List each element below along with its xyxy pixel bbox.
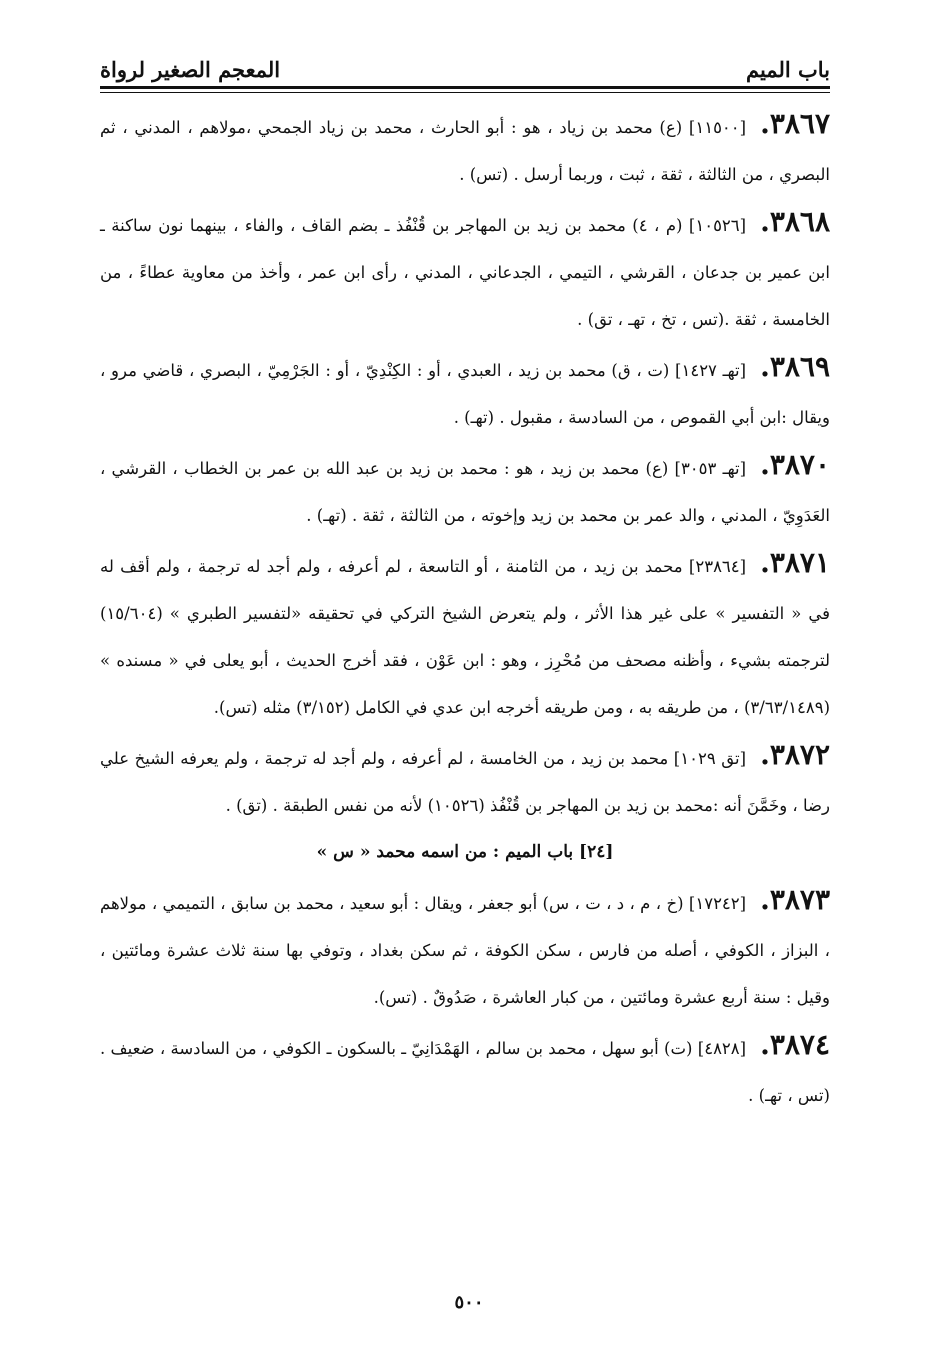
entry-text: [١٧٢٤٢] (خ ، م ، د ، ت ، س) أبو جعفر ، ويقال : أبو سعيد ، محمد بن سابق ، التميمي ، مولاهم ، البزاز ، الكوفي ، أصله من فارس ، سكن الكوفة ، ثم سكن بغداد ، وتوفي بها سنة ثلاث عشرة ومائتين ، وقيل : سنة أربع عشرة ومائتين ، من كبار العاشرة ، صَدُوقٌ . (تس). [100, 894, 830, 1007]
entry-number: ٣٨٧٢. [760, 738, 830, 771]
entry [100, 539, 830, 731]
entry-text: [٢٣٨٦٤] محمد بن زيد ، من الثامنة ، أو التاسعة ، لم أعرفه ، ولم أجد له ترجمة ، ولم أقف له في « التفسير » على غير هذا الأثر ، ولم يتعرض الشيخ التركي في تحقيقه «لتفسير الطبري » (١٥/٦٠٤) لترجمته بشيء ، وأظنه مصحف من مُحْرِز ، وهو : ابن عَوْن ، فقد أخرج الحديث ، أبو يعلى في « مسنده » (٣/٦٣/١٤٨٩) ، من طريقه به ، ومن طريقه أخرجه ابن عدي في الكامل (٣/١٥٢) مثله (تس). [100, 557, 830, 717]
entry [100, 441, 830, 539]
entry-number: ٣٨٧١. [760, 546, 830, 579]
entry-text: [١٠٥٢٦] (م ، ٤) محمد بن زيد بن المهاجر بن قُنْفُذ ـ بضم القاف ، والفاء ، بينهما نون ساكنة ـ ابن عمير بن جدعان ، القرشي ، التيمي ، الجدعاني ، المدني ، رأى ابن عمر ، وأخذ من معاوية عطاءً ، من الخامسة ، ثقة .(تس ، تخ ، تهـ ، تق) . [100, 216, 830, 329]
entry-text: [تهـ ١٤٢٧] (ت ، ق) محمد بن زيد ، العبدي ، أو : الكِنْدِيّ ، أو : الجَرْمِيّ ، البصري ، قاضي مرو ، ويقال :ابن أبي القموص ، من السادسة ، مقبول . (تهـ) . [100, 361, 830, 427]
entry [100, 1021, 830, 1119]
entry-number: ٣٨٧٠. [760, 448, 830, 481]
running-header [100, 40, 830, 90]
entry [100, 343, 830, 441]
entry [100, 100, 830, 198]
entry [100, 876, 830, 1021]
entry [100, 198, 830, 343]
header-rule-thin [100, 92, 830, 93]
entry-number: ٣٨٦٨. [760, 205, 830, 238]
entry-number: ٣٨٧٣. [760, 883, 830, 916]
header-book-title: المعجم الصغير لرواة [100, 57, 281, 82]
page-body [100, 100, 830, 1119]
page-number: ٥٠٠ [454, 1292, 484, 1313]
entry-number: ٣٨٦٩. [760, 350, 830, 383]
entry-text: [تهـ ٣٠٥٣] (ع) محمد بن زيد ، هو : محمد بن زيد بن عبد الله بن عمر بن الخطاب ، القرشي ، العَدَوِيّ ، المدني ، والد عمر بن محمد بن زيد وإخوته ، من الثالثة ، ثقة . (تهـ) . [100, 459, 830, 525]
entry-text: [٤٨٢٨] (ت) أبو سهل ، محمد بن سالم ، الهَمْدَانِيّ ـ بالسكون ـ الكوفي ، من السادسة ، ضعيف . (تس ، تهـ) . [100, 1039, 830, 1105]
entry-number: ٣٨٦٧. [760, 107, 830, 140]
header-rule-thick [100, 86, 830, 89]
entry-text: [١١٥٠٠] (ع) محمد بن زياد ، هو : أبو الحارث ، محمد بن زياد الجمحي ،مولاهم ، المدني ، ثم البصري ، من الثالثة ، ثقة ، ثبت ، وربما أرسل . (تس) . [100, 118, 830, 184]
entry-text: [تق ١٠٢٩] محمد بن زيد ، من الخامسة ، لم أعرفه ، ولم أجد له ترجمة ، ولم يعرفه الشيخ علي رضا ، وخَمَّنَ أنه :محمد بن زيد بن المهاجر بن قُنْفُذ (١٠٥٢٦) لأنه من نفس الطبقة . (تق) . [100, 749, 830, 815]
section-heading: [٢٤] باب الميم : من اسمه محمد « س » [316, 842, 614, 862]
header-chapter-title: باب الميم [745, 57, 830, 82]
entry [100, 731, 830, 829]
entry-number: ٣٨٧٤. [760, 1028, 830, 1061]
